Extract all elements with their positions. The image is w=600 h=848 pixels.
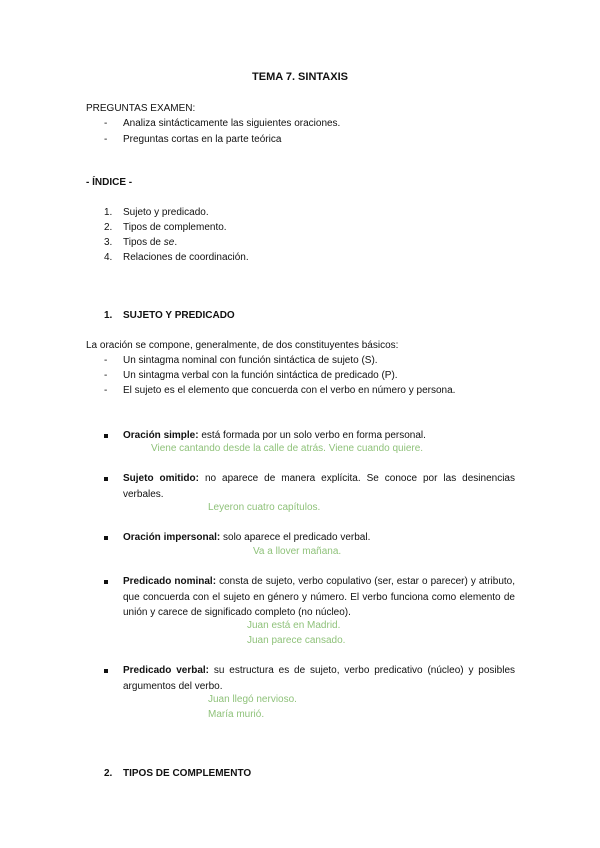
- section-number: 2.: [104, 768, 113, 779]
- example-text: Viene cantando desde la calle de atrás. Viene cuando quiere.: [151, 443, 424, 454]
- bullet-marker: [104, 669, 108, 673]
- definition-oracion-impersonal: Oración impersonal: solo aparece el predicado verbal.: [123, 532, 371, 543]
- index-num: 1.: [104, 207, 113, 218]
- index-heading: - ÍNDICE -: [86, 177, 133, 188]
- section-heading: SUJETO Y PREDICADO: [123, 310, 235, 321]
- bullet-marker: [104, 536, 108, 540]
- exam-item: Preguntas cortas en la parte teórica: [123, 134, 282, 145]
- index-num: 4.: [104, 252, 113, 263]
- list-dash: -: [104, 355, 108, 366]
- index-item: Tipos de se.: [123, 237, 178, 248]
- section-number: 1.: [104, 310, 113, 321]
- index-num: 2.: [104, 222, 113, 233]
- exam-item: Analiza sintácticamente las siguientes oraciones.: [123, 118, 341, 129]
- exam-heading: PREGUNTAS EXAMEN:: [86, 103, 196, 114]
- example-text: Juan está en Madrid.: [247, 620, 341, 631]
- example-text: María murió.: [208, 709, 265, 720]
- list-dash: -: [104, 370, 108, 381]
- index-item: Sujeto y predicado.: [123, 207, 209, 218]
- list-dash: -: [104, 118, 108, 129]
- example-text: Juan parece cansado.: [247, 635, 346, 646]
- bullet-marker: [104, 434, 108, 438]
- index-item: Relaciones de coordinación.: [123, 252, 249, 263]
- bullet-marker: [104, 580, 108, 584]
- index-item: Tipos de complemento.: [123, 222, 227, 233]
- definition-oracion-simple: Oración simple: está formada por un solo verbo en forma personal.: [123, 430, 426, 441]
- index-num: 3.: [104, 237, 113, 248]
- definition-predicado-verbal: Predicado verbal: su estructura es de sujeto, verbo predicativo (núcleo) y posibles argumentos del verbo.: [123, 665, 516, 692]
- example-text: Va a llover mañana.: [253, 546, 342, 557]
- list-dash: -: [104, 385, 108, 396]
- definition-sujeto-omitido: Sujeto omitido: no aparece de manera explícita. Se conoce por las desinencias verbales.: [123, 473, 515, 500]
- section-intro: La oración se compone, generalmente, de dos constituyentes básicos:: [86, 340, 399, 351]
- page-title: TEMA 7. SINTAXIS: [252, 71, 348, 83]
- intro-item: Un sintagma verbal con la función sintáctica de predicado (P).: [123, 370, 398, 381]
- example-text: Leyeron cuatro capítulos.: [208, 502, 321, 513]
- list-dash: -: [104, 134, 108, 145]
- example-text: Juan llegó nervioso.: [208, 694, 297, 705]
- definition-predicado-nominal: Predicado nominal: consta de sujeto, verbo copulativo (ser, estar o parecer) y atributo, que concuerda con el sujeto en género y número. El verbo funciona como elemento de unión y carece de significado completo (no núcleo).: [123, 576, 516, 618]
- bullet-marker: [104, 477, 108, 481]
- intro-item: Un sintagma nominal con función sintáctica de sujeto (S).: [123, 355, 378, 366]
- intro-item: El sujeto es el elemento que concuerda con el verbo en número y persona.: [123, 385, 456, 396]
- section-heading: TIPOS DE COMPLEMENTO: [123, 768, 252, 779]
